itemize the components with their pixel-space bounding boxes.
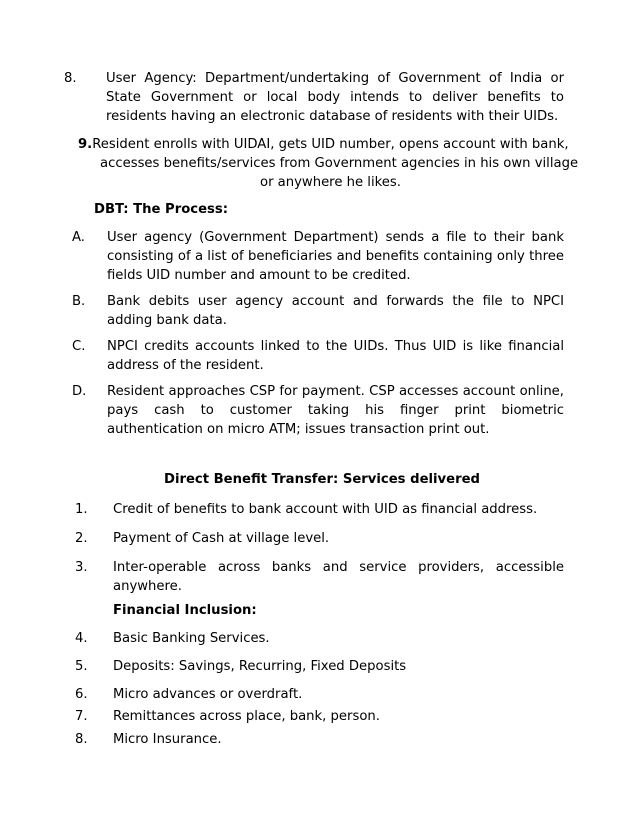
item-9-line-2: accesses benefits/services from Government agencies in his own village (100, 156, 579, 171)
inclusion-item-text: Deposits: Savings, Recurring, Fixed Deposits (113, 659, 407, 674)
process-item-d (72, 382, 564, 439)
inclusion-item-4 (75, 629, 564, 648)
inclusion-item-5 (75, 657, 564, 676)
item-8-number: 8. (64, 71, 77, 86)
inclusion-item-8 (75, 730, 564, 749)
service-item-1 (75, 500, 564, 519)
process-item-c (72, 337, 564, 375)
process-item-label: D. (72, 384, 87, 399)
process-item-text: Resident approaches CSP for payment. CSP accesses account online, pays cash to customer taking his finger print biometric authentication on micro ATM; issues transaction print out. (107, 384, 564, 437)
service-item-number: 3. (75, 560, 88, 575)
inclusion-item-7 (75, 707, 564, 726)
item-9-number: 9. (78, 137, 93, 152)
item-9-line-3: or anywhere he likes. (260, 175, 401, 190)
inclusion-item-text: Basic Banking Services. (113, 631, 270, 646)
inclusion-item-text: Remittances across place, bank, person. (113, 709, 380, 724)
item-9-line-1: 9.Resident enrolls with UIDAI, gets UID number, opens account with bank, (78, 137, 569, 152)
process-item-label: A. (72, 230, 85, 245)
process-heading: DBT: The Process: (94, 202, 229, 217)
inclusion-item-number: 5. (75, 659, 88, 674)
item-8 (64, 69, 564, 126)
inclusion-item-number: 8. (75, 732, 88, 747)
item-8-text: User Agency: Department/undertaking of Government of India or State Government or local body intends to deliver benefits to residents having an electronic database of residents with their UIDs. (106, 71, 564, 124)
inclusion-item-text: Micro Insurance. (113, 732, 222, 747)
inclusion-item-text: Micro advances or overdraft. (113, 687, 303, 702)
service-item-number: 2. (75, 531, 88, 546)
service-item-text: Payment of Cash at village level. (113, 531, 330, 546)
process-item-label: C. (72, 339, 86, 354)
service-item-number: 1. (75, 502, 88, 517)
service-item-text: Credit of benefits to bank account with UID as financial address. (113, 502, 538, 517)
process-item-text: NPCI credits accounts linked to the UIDs. Thus UID is like financial address of the resident. (107, 339, 564, 373)
inclusion-item-number: 7. (75, 709, 88, 724)
process-item-b (72, 292, 564, 330)
inclusion-item-number: 4. (75, 631, 88, 646)
item-9 (78, 135, 579, 192)
inclusion-heading: Financial Inclusion: (113, 603, 257, 618)
inclusion-item-6 (75, 685, 564, 704)
process-item-a (72, 228, 564, 285)
service-item-text: Inter-operable across banks and service providers, accessible anywhere. (113, 560, 564, 594)
services-heading: Direct Benefit Transfer: Services delivered (164, 472, 480, 487)
process-item-label: B. (72, 294, 86, 309)
inclusion-item-number: 6. (75, 687, 88, 702)
service-item-3 (75, 558, 564, 596)
service-item-2 (75, 529, 564, 548)
process-item-text: User agency (Government Department) sends a file to their bank consisting of a list of beneficiaries and benefits containing only three fields UID number and amount to be credited. (107, 230, 564, 283)
process-item-text: Bank debits user agency account and forwards the file to NPCI adding bank data. (107, 294, 564, 328)
